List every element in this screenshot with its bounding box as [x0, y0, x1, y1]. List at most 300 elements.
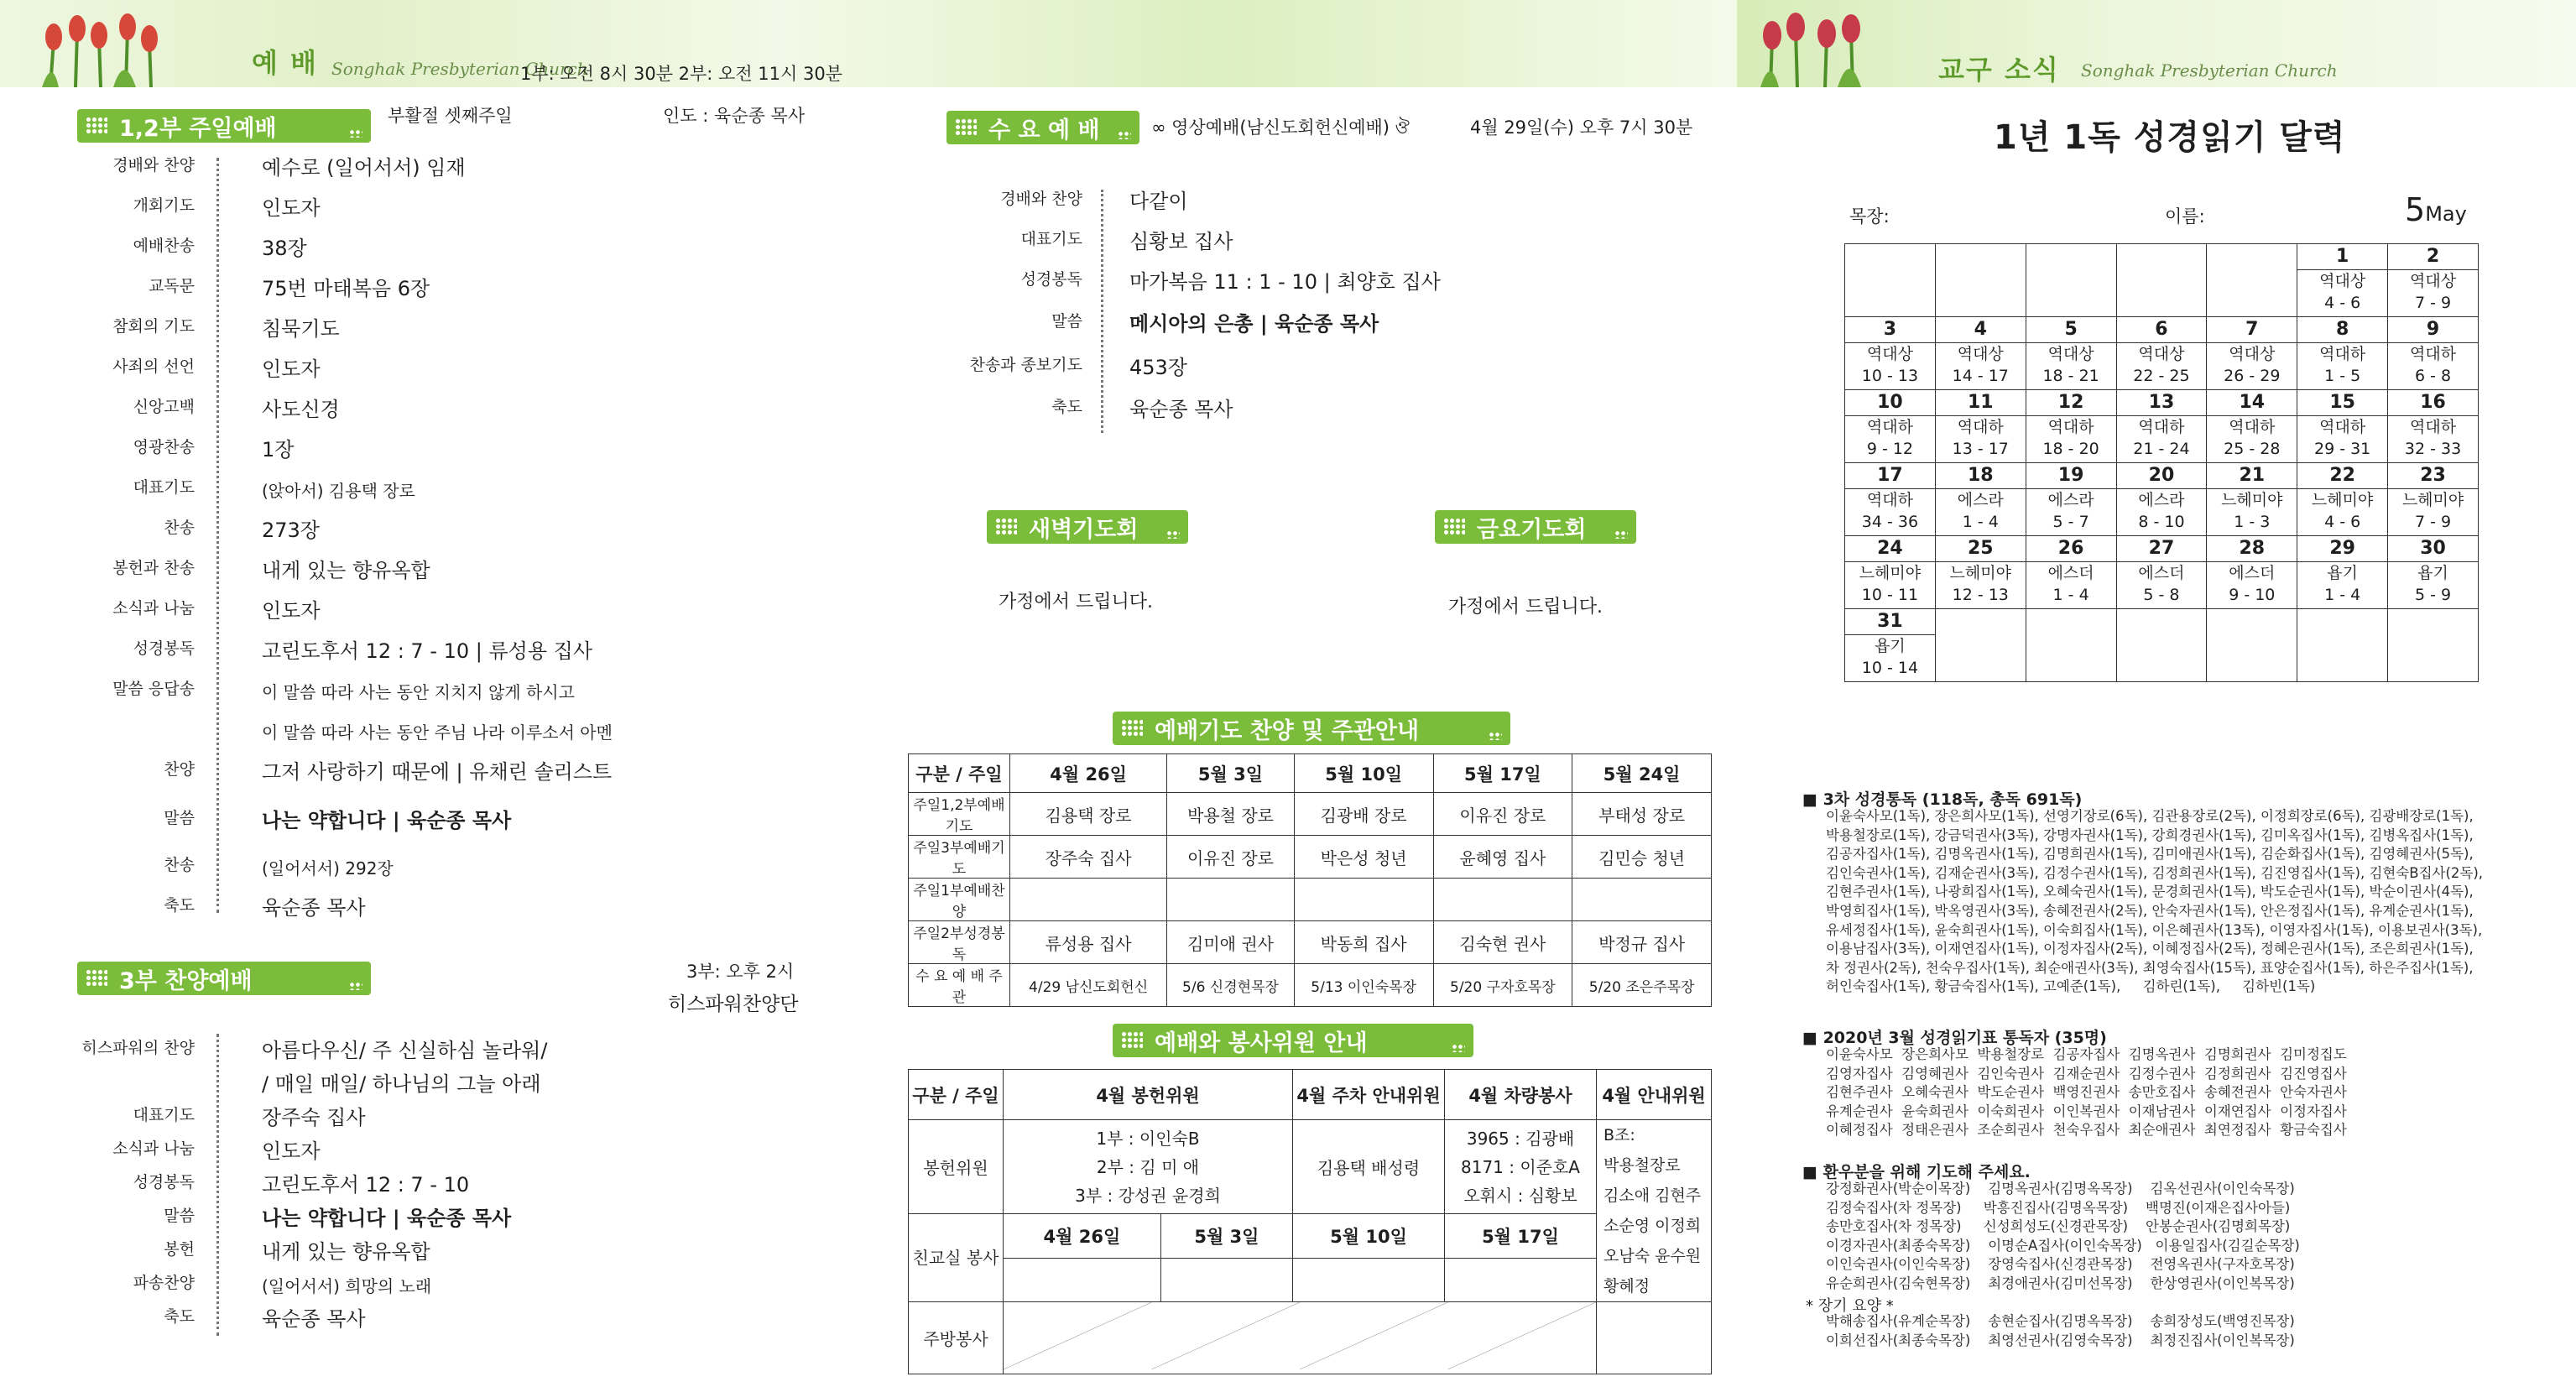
day-number: 11 — [1936, 390, 2026, 416]
calendar-empty — [2116, 609, 2207, 682]
section-header-service-volunteers: 예배와 봉사위원 안내 — [1113, 1024, 1473, 1057]
day-number: 27 — [2117, 536, 2207, 562]
parking-line: 3965 : 김광배 — [1466, 1128, 1575, 1149]
order-item — [1000, 190, 1188, 213]
reading-book: 역대하 — [2410, 345, 2457, 363]
parking-cell — [1445, 1120, 1597, 1214]
order-label: 참회의 기도 — [112, 317, 195, 336]
tulip-image-left — [34, 7, 176, 87]
reading-book: 에스라 — [2047, 491, 2094, 509]
sunday-leader: 인도 : 육순종 목사 — [663, 106, 806, 126]
offering-line: 3부 : 강성권 윤경희 — [1075, 1185, 1221, 1206]
calendar-day — [1935, 536, 2026, 609]
order-value: 이 말씀 따라 사는 동안 주님 나라 이루소서 아멘 — [262, 722, 613, 743]
order-label: 찬양 — [164, 760, 195, 779]
table-cell: 5/6 신경현목장 — [1167, 964, 1295, 1007]
calendar-day — [1845, 317, 1936, 390]
order-value: 인도자 — [262, 599, 321, 623]
order-label: 찬송 — [164, 519, 195, 537]
wednesday-subtitle: ∞ 영상예배(남신도회헌신예배) ঔ — [1151, 117, 1410, 138]
order-item — [133, 237, 307, 260]
order-item — [133, 1106, 366, 1129]
order-value: 육순종 목사 — [262, 1307, 366, 1331]
service-times: 1부: 오전 8시 30분 2부: 오전 11시 30분 — [520, 64, 842, 84]
calendar-week — [1845, 609, 2479, 682]
reading-book: 느헤미야 — [2221, 491, 2283, 509]
order-item — [164, 809, 512, 832]
name-line: 김정숙집사(차 정목장) 박흥진집사(김명옥목장) 백명진(이재은집사아들) — [1826, 1199, 2291, 1216]
reading-book: 역대하 — [2410, 418, 2457, 436]
reading-chapters: 4 - 6 — [2324, 513, 2361, 531]
row-label: 주일3부예배기도 — [909, 836, 1010, 879]
day-number: 28 — [2207, 536, 2297, 562]
name-line: 김영자집사 김영혜권사 김인숙권사 김재순권사 김정수권사 김정희권사 김진영집사 — [1826, 1065, 2347, 1082]
table-cell: 김광배 장로 — [1294, 793, 1433, 836]
section-header-friday-prayer: 금요기도회 — [1435, 510, 1636, 544]
order-value: 장주숙 집사 — [262, 1106, 366, 1129]
reading-chapters: 1 - 3 — [2234, 513, 2271, 531]
name-line: 송만호집사(차 정목장) 신성희성도(신경관목장) 안봉순권사(김명희목장) — [1826, 1218, 2291, 1235]
calendar-empty — [2388, 609, 2479, 682]
section-header-praise-worship: 3부 찬양예배 — [77, 962, 371, 995]
order-item — [133, 1274, 432, 1296]
diagonal-lines — [1004, 1302, 1596, 1369]
order-item — [112, 317, 340, 341]
reading-book: 느헤미야 — [2311, 491, 2374, 509]
order-label: 경배와 찬양 — [112, 156, 195, 175]
order-label: 축도 — [164, 896, 195, 915]
order-value: 침묵기도 — [262, 317, 340, 341]
dawn-prayer-text: 가정에서 드립니다. — [999, 592, 1154, 613]
reading-book: 역대상 — [1866, 345, 1913, 363]
name-line: 김현주권사(1독), 나광희집사(1독), 오혜숙권사(1독), 문경희권사(1독), 박도순권사(1독), 박순이권사(4독), — [1826, 884, 2474, 900]
order-value: 38장 — [262, 237, 307, 260]
reading-book: 느헤미야 — [1949, 564, 2011, 582]
table-row — [909, 793, 1712, 836]
day-number: 26 — [2026, 536, 2116, 562]
order-value: 이 말씀 따라 사는 동안 지치지 않게 하시고 — [262, 682, 575, 702]
dots-icon — [1121, 1031, 1143, 1050]
day-number: 19 — [2026, 463, 2116, 489]
order-value: 육순종 목사 — [1129, 398, 1233, 421]
long-term-label: * 장기 요양 * — [1806, 1297, 1894, 1315]
row-label: 친교실 봉사 — [909, 1214, 1004, 1302]
dotted-divider — [216, 158, 219, 913]
row-label: 수 요 예 배 주 관 — [909, 964, 1010, 1007]
table-cell — [1572, 879, 1712, 921]
guide-line: B조: — [1603, 1126, 1635, 1145]
name-line: 김공자집사(1독), 김명옥권사(1독), 김명희권사(1독), 김미애권사(1독), 김순화집사(1독), 김영혜권사(5독), — [1826, 846, 2474, 863]
name-line: 허인숙집사(1독), 황금숙집사(1독), 고예준(1독), 김하린(1독), 김하빈(1독) — [1826, 978, 2316, 995]
empty-cell — [1597, 1302, 1712, 1374]
order-item — [1020, 230, 1233, 253]
reading-chapters: 25 - 28 — [2224, 440, 2281, 458]
reading-book: 느헤미야 — [2401, 491, 2464, 509]
day-number: 2 — [2388, 244, 2478, 270]
day-number: 16 — [2388, 390, 2478, 416]
service-volunteer-table — [908, 1069, 1712, 1374]
order-item — [262, 1074, 541, 1094]
order-item — [133, 478, 415, 501]
reading-book: 역대하 — [2229, 418, 2276, 436]
day-number: 14 — [2207, 390, 2297, 416]
name-label: 이름: — [2165, 206, 2205, 227]
header-cell: 5월 17일 — [1433, 754, 1572, 793]
order-value: 다같이 — [1129, 190, 1188, 213]
order-item — [1051, 398, 1233, 421]
calendar-day — [1935, 390, 2026, 463]
dotted-divider — [1101, 190, 1103, 433]
table-cell — [1167, 879, 1295, 921]
day-number: 22 — [2297, 463, 2387, 489]
order-item — [112, 357, 321, 381]
calendar-empty — [2297, 609, 2388, 682]
day-number: 20 — [2117, 463, 2207, 489]
calendar-empty — [2116, 244, 2207, 317]
table-cell: 김숙현 권사 — [1433, 921, 1572, 964]
calendar-empty — [1935, 244, 2026, 317]
dots-icon — [1443, 518, 1465, 536]
day-number: 31 — [1845, 609, 1935, 635]
calendar-day — [2388, 536, 2479, 609]
empty-cell — [1004, 1259, 1161, 1302]
reading-book: 역대하 — [1957, 418, 2004, 436]
praise-leader: 히스파워찬양단 — [668, 993, 799, 1015]
reading-chapters: 10 - 11 — [1861, 586, 1919, 604]
table-cell: 4/29 남신도회헌신 — [1010, 964, 1167, 1007]
parish-news-title: 교구 소식 — [1938, 54, 2060, 86]
order-label: 교독문 — [148, 277, 195, 295]
order-item — [164, 760, 613, 784]
calendar-empty — [2207, 609, 2297, 682]
name-line: 유세정집사(1독), 윤숙희권사(1독), 이숙희집사(1독), 이은혜권사(13독), 이영자집사(1독), 이용보권사(3독), — [1826, 921, 2483, 938]
day-number: 3 — [1845, 317, 1935, 343]
date-cell: 4월 26일 — [1004, 1214, 1161, 1259]
order-label: 대표기도 — [1020, 230, 1082, 248]
prayer-needs-title: ■ 환우분을 위해 기도해 주세요. — [1802, 1163, 2031, 1181]
table-cell: 부태성 장로 — [1572, 793, 1712, 836]
empty-cell — [1445, 1259, 1597, 1302]
calendar-day — [2388, 244, 2479, 317]
calendar-empty — [2207, 244, 2297, 317]
order-item — [164, 1307, 366, 1331]
dots-icon — [1452, 1044, 1465, 1052]
reading-chapters: 1 - 5 — [2324, 367, 2361, 385]
reading3-names — [1826, 807, 2483, 997]
order-label: 말씀 — [164, 809, 195, 827]
order-label: 대표기도 — [133, 1106, 195, 1124]
header-cell: 4월 차량봉사 — [1445, 1070, 1597, 1120]
day-number: 1 — [2297, 244, 2387, 270]
day-number: 5 — [2026, 317, 2116, 343]
section-header-sunday-worship: 1,2부 주일예배 — [77, 109, 371, 143]
table-cell — [1433, 879, 1572, 921]
table-cell: 5/13 이인숙목장 — [1294, 964, 1433, 1007]
header-cell: 4월 안내위원 — [1597, 1070, 1712, 1120]
name-line: 이혜정집사 정태은권사 조순희권사 천숙우집사 최순애권사 최연정집사 황금숙집사 — [1826, 1122, 2347, 1139]
order-label: 영광찬송 — [133, 438, 195, 456]
reading-chapters: 5 - 7 — [2052, 513, 2089, 531]
order-item — [164, 1207, 512, 1230]
empty-cell — [1293, 1259, 1445, 1302]
dots-icon — [349, 982, 362, 990]
reading-book: 역대하 — [2138, 418, 2185, 436]
reading-chapters: 4 - 6 — [2324, 294, 2361, 312]
reading-book: 역대상 — [2229, 345, 2276, 363]
reading-chapters: 13 - 17 — [1952, 440, 2009, 458]
calendar-month: 5May — [2405, 191, 2467, 228]
order-item — [164, 519, 320, 542]
calendar-day — [2388, 463, 2479, 536]
order-value: 1장 — [262, 438, 295, 461]
order-value: 내게 있는 향유옥합 — [262, 1240, 430, 1264]
header-cell: 4월 26일 — [1010, 754, 1167, 793]
reading-book: 에스라 — [2138, 491, 2185, 509]
row-label: 주방봉사 — [909, 1302, 1004, 1374]
table-row — [909, 921, 1712, 964]
table-cell: 윤혜영 집사 — [1433, 836, 1572, 879]
order-value: (일어서서) 희망의 노래 — [262, 1276, 432, 1296]
reading-chapters: 1 - 4 — [2052, 586, 2089, 604]
table-cell: 김민승 청년 — [1572, 836, 1712, 879]
dotted-divider — [216, 1034, 219, 1336]
day-number: 29 — [2297, 536, 2387, 562]
guide-line: 김소애 김현주 — [1603, 1186, 1702, 1205]
reading-book: 역대하 — [1866, 418, 1913, 436]
calendar-day — [1845, 463, 1936, 536]
order-item — [112, 156, 466, 180]
reading-chapters: 34 - 36 — [1861, 513, 1919, 531]
order-item — [148, 277, 430, 300]
parking-line: 8171 : 이준호A — [1461, 1156, 1580, 1177]
wednesday-datetime: 4월 29일(수) 오후 7시 30분 — [1470, 117, 1693, 138]
calendar-title: 1년 1독 성경읽기 달력 — [1994, 118, 2346, 157]
order-value: (앉아서) 김용택 장로 — [262, 481, 415, 501]
order-item — [969, 356, 1187, 379]
sunday-subtitle: 부활절 셋째주일 — [388, 106, 513, 126]
calendar-day — [2207, 536, 2297, 609]
name-line: 이희선집사(최종숙목장) 최영선권사(김영숙목장) 최정진집사(이인복목장) — [1826, 1332, 2295, 1348]
order-item — [262, 722, 613, 742]
calendar-day — [2388, 390, 2479, 463]
order-item — [81, 1039, 548, 1062]
reading-chapters: 5 - 9 — [2414, 586, 2452, 604]
calendar-day — [2297, 536, 2388, 609]
calendar-empty — [2026, 244, 2116, 317]
order-value: 그저 사랑하기 때문에 | 유채린 솔리스트 — [262, 760, 613, 784]
header-cell: 5월 24일 — [1572, 754, 1712, 793]
order-value: 심황보 집사 — [1129, 230, 1233, 253]
reading-book: 역대상 — [1957, 345, 2004, 363]
praise-time: 3부: 오후 2시 — [686, 962, 795, 982]
table-cell: 5/20 구자호목장 — [1433, 964, 1572, 1007]
reading-chapters: 21 - 24 — [2133, 440, 2190, 458]
order-label: 소식과 나눔 — [112, 1139, 195, 1158]
order-label: 사죄의 선언 — [112, 357, 195, 376]
day-number: 8 — [2297, 317, 2387, 343]
order-item — [133, 196, 321, 220]
reading-chapters: 26 - 29 — [2224, 367, 2281, 385]
order-item — [112, 680, 575, 702]
date-cell: 5월 10일 — [1293, 1214, 1445, 1259]
day-number: 30 — [2388, 536, 2478, 562]
order-label: 소식과 나눔 — [112, 599, 195, 618]
day-number: 18 — [1936, 463, 2026, 489]
order-value: 내게 있는 향유옥합 — [262, 559, 430, 582]
header-cell: 구분 / 주일 — [909, 1070, 1004, 1120]
order-label: 신앙고백 — [133, 398, 195, 416]
table-cell: 김미애 권사 — [1167, 921, 1295, 964]
calendar-day — [2026, 536, 2116, 609]
calendar-day — [1845, 609, 1936, 682]
usher-cell: 김용택 배성령 — [1293, 1120, 1445, 1214]
reading-chapters: 10 - 13 — [1861, 367, 1919, 385]
order-value: 고린도후서 12 : 7 - 10 — [262, 1173, 470, 1197]
calendar-day — [1935, 317, 2026, 390]
day-number: 15 — [2297, 390, 2387, 416]
day-number: 17 — [1845, 463, 1935, 489]
reading-chapters: 14 - 17 — [1952, 367, 2009, 385]
name-line: 강정화권사(박순이목장) 김명옥권사(김명옥목장) 김옥선권사(이인숙목장) — [1826, 1181, 2295, 1197]
guide-line: 박용철장로 — [1603, 1156, 1681, 1175]
reading-book: 역대상 — [2410, 272, 2457, 290]
dots-icon — [1489, 732, 1502, 740]
calendar-week — [1845, 390, 2479, 463]
day-number: 7 — [2207, 317, 2297, 343]
order-item — [164, 856, 394, 879]
table-cell: 박용철 장로 — [1167, 793, 1295, 836]
church-name-script: Songhak Presbyterian Church — [331, 59, 588, 79]
header-cell: 4월 봉헌위원 — [1004, 1070, 1293, 1120]
day-number: 12 — [2026, 390, 2116, 416]
tulip-image-right — [1745, 7, 1888, 87]
calendar-day — [1845, 536, 1936, 609]
name-line: 김인숙권사(1독), 김재순권사(3독), 김정수권사(1독), 김정희권사(1독), 김진영집사(1독), 김현숙B집사(2독), — [1826, 864, 2484, 881]
table-cell: 류성용 집사 — [1010, 921, 1167, 964]
calendar-day — [1935, 463, 2026, 536]
name-line: 이용남집사(3독), 이재연집사(1독), 이정자집사(2독), 이혜정집사(2독), 정혜은권사(1독), 조은희권사(1독), — [1826, 941, 2474, 957]
order-value: 인도자 — [262, 357, 321, 381]
name-line: 유계순권사 윤숙희권사 이숙희권사 이인복권사 이재남권사 이재연집사 이정자집사 — [1826, 1103, 2347, 1119]
reading-calendar — [1844, 243, 2479, 682]
reading-book: 역대하 — [1866, 491, 1913, 509]
calendar-day — [2297, 244, 2388, 317]
calendar-week — [1845, 536, 2479, 609]
reading-chapters: 7 - 9 — [2414, 513, 2452, 531]
order-value: 453장 — [1129, 356, 1187, 379]
calendar-day — [2116, 390, 2207, 463]
calendar-week — [1845, 244, 2479, 317]
guide-line: 황혜정 — [1603, 1277, 1650, 1296]
calendar-day — [2207, 317, 2297, 390]
order-value: 육순종 목사 — [262, 896, 366, 920]
dots-icon — [86, 117, 107, 135]
reading-chapters: 29 - 31 — [2313, 440, 2371, 458]
day-number: 21 — [2207, 463, 2297, 489]
order-value: 메시아의 은총 | 육순종 목사 — [1129, 312, 1379, 336]
day-number: 25 — [1936, 536, 2026, 562]
order-item — [164, 1240, 430, 1264]
section-header-prayer-schedule: 예배기도 찬양 및 주관안내 — [1113, 712, 1510, 745]
reading-chapters: 8 - 10 — [2138, 513, 2185, 531]
order-label: 대표기도 — [133, 478, 195, 497]
guide-cell — [1597, 1120, 1712, 1302]
order-value: 인도자 — [262, 1139, 321, 1163]
dots-icon — [1118, 131, 1131, 139]
order-item — [133, 639, 593, 663]
reading-book: 역대상 — [2047, 345, 2094, 363]
empty-cell — [1160, 1259, 1292, 1302]
offering-line: 2부 : 김 미 애 — [1096, 1156, 1200, 1177]
order-value: 사도신경 — [262, 398, 340, 421]
order-item — [133, 438, 295, 461]
header-cell: 4월 주차 안내위원 — [1293, 1070, 1445, 1120]
order-label: 찬송과 종보기도 — [969, 356, 1082, 374]
order-value: 나는 약합니다 | 육순종 목사 — [262, 1207, 512, 1230]
reading-chapters: 32 - 33 — [2404, 440, 2462, 458]
order-value: 나는 약합니다 | 육순종 목사 — [262, 809, 512, 832]
table-row — [909, 964, 1712, 1007]
name-line: 이인숙권사(이인숙목장) 장영숙집사(신경관목장) 전영옥권사(구자호목장) — [1826, 1256, 2295, 1273]
calendar-day — [2026, 317, 2116, 390]
order-value: 예수로 (일어서서) 임재 — [262, 156, 466, 180]
reading-chapters: 6 - 8 — [2414, 367, 2452, 385]
reading-book: 느헤미야 — [1859, 564, 1922, 582]
reading-book: 역대상 — [2319, 272, 2366, 290]
kitchen-cell — [1004, 1302, 1597, 1374]
offering-line: 1부 : 이인숙B — [1096, 1128, 1200, 1149]
order-item — [1051, 312, 1379, 336]
reading3-title: ■ 3차 성경통독 (118독, 총독 691독) — [1802, 790, 2083, 809]
order-item — [112, 1139, 321, 1163]
reading-chapters: 22 - 25 — [2133, 367, 2190, 385]
reading-book: 역대하 — [2319, 418, 2366, 436]
reading-chapters: 12 - 13 — [1952, 586, 2009, 604]
table-cell: 이유진 장로 — [1433, 793, 1572, 836]
name-line: 이윤숙사모 장은희사모 박용철장로 김공자집사 김명옥권사 김명희권사 김미정집도 — [1826, 1046, 2347, 1062]
reading-march-title: ■ 2020년 3월 성경읽기표 통독자 (35명) — [1802, 1029, 2107, 1047]
order-label: 개회기도 — [133, 196, 195, 215]
reading-book: 에스더 — [2138, 564, 2185, 582]
calendar-empty — [2026, 609, 2116, 682]
order-label: 축도 — [1051, 398, 1082, 416]
order-value: (일어서서) 292장 — [262, 858, 394, 879]
calendar-empty — [1845, 244, 1936, 317]
table-row — [909, 879, 1712, 921]
order-value: 인도자 — [262, 196, 321, 220]
calendar-day — [1845, 390, 1936, 463]
calendar-day — [2297, 317, 2388, 390]
date-cell: 5월 17일 — [1445, 1214, 1597, 1259]
reading-chapters: 18 - 20 — [2042, 440, 2099, 458]
dots-icon — [349, 129, 362, 138]
long-term-names — [1826, 1312, 2295, 1350]
order-value: 고린도후서 12 : 7 - 10 | 류성용 집사 — [262, 639, 593, 663]
calendar-day — [2207, 390, 2297, 463]
calendar-empty — [1935, 609, 2026, 682]
calendar-day — [2297, 390, 2388, 463]
row-label: 주일1,2부예배기도 — [909, 793, 1010, 836]
friday-prayer-text: 가정에서 드립니다. — [1448, 597, 1603, 618]
table-cell: 김용택 장로 — [1010, 793, 1167, 836]
order-label: 말씀 — [164, 1207, 195, 1225]
day-number: 6 — [2117, 317, 2207, 343]
order-label: 말씀 — [1051, 312, 1082, 331]
reading-book: 욥기 — [1875, 637, 1906, 655]
order-item — [133, 1173, 470, 1197]
dots-icon — [86, 969, 107, 988]
order-item — [112, 559, 430, 582]
